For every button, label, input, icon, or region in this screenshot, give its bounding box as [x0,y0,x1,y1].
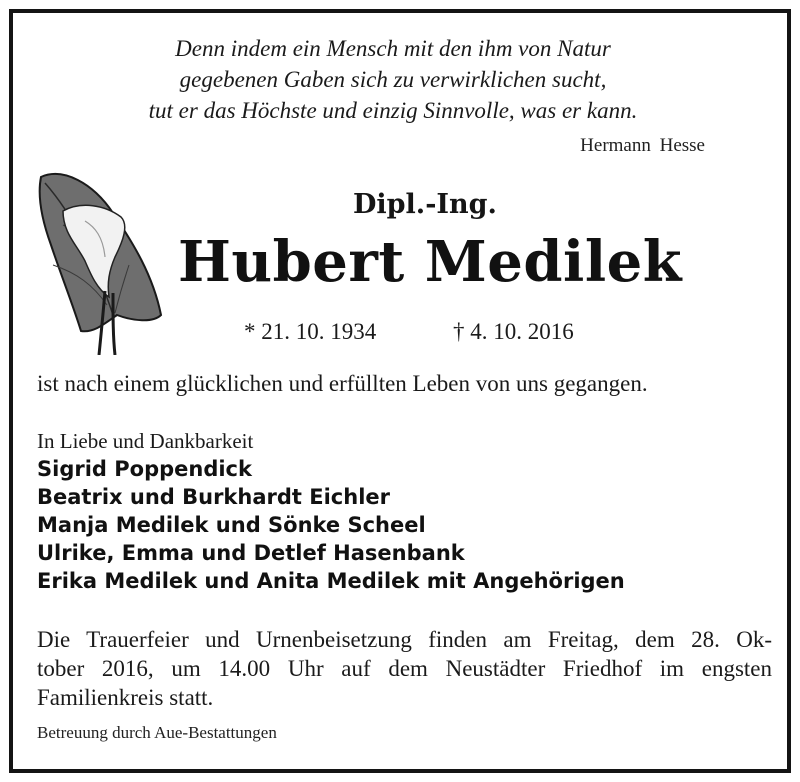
service-details [37,625,772,712]
calla-lily-icon [33,165,165,355]
mourners-intro: In Liebe und Dankbarkeit [37,429,254,453]
quote-line: tut er das Höchste und einzig Sinnvolle, was er kann. [148,98,638,123]
service-line: Familienkreis statt. [37,685,214,710]
obituary-notice [9,9,791,773]
deceased-name: Hubert Medilek [178,229,683,295]
mourner-name: Beatrix und Burkhardt Eichler [37,485,390,509]
funeral-home-credit: Betreuung durch Aue-Bestattungen [37,723,277,742]
mourner-name: Manja Medilek und Sönke Scheel [37,513,426,537]
quote-line: gegebenen Gaben sich zu verwirklichen sucht, [179,67,607,92]
quote-line: Denn indem ein Mensch mit den ihm von Natur [175,36,611,61]
mourner-name: Ulrike, Emma und Detlef Hasenbank [37,541,465,565]
academic-title: Dipl.-Ing. [353,189,497,220]
mourner-name: Erika Medilek und Anita Medilek mit Angehörigen [37,569,625,593]
death-date: † 4. 10. 2016 [453,319,574,344]
quote-author: Hermann Hesse [580,135,705,156]
quote [73,33,713,126]
service-line: tober 2016, um 14.00 Uhr auf dem Neustädter Friedhof im engsten [37,656,772,681]
mourners-list [37,455,625,595]
mourner-name: Sigrid Poppendick [37,457,252,481]
passing-statement: ist nach einem glücklichen und erfüllten Leben von uns gegangen. [37,371,648,396]
birth-date: * 21. 10. 1934 [244,319,377,344]
service-line: Die Trauerfeier und Urnenbeisetzung finden am Freitag, dem 28. Ok- [37,627,772,652]
